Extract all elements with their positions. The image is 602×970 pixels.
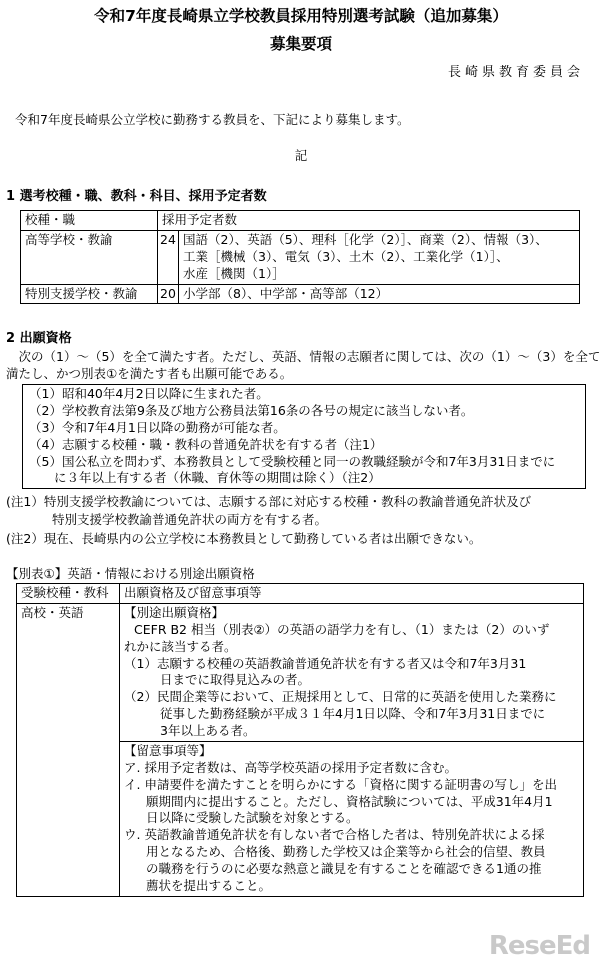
section2-heading: 2 出願資格 bbox=[6, 331, 72, 346]
watermark-logo: ReseEd bbox=[488, 930, 590, 961]
subjects-line: 工業［機械（3）、電気（3）、土木（2）、工業化学（1）］、 bbox=[183, 248, 509, 264]
header-cell: 出願資格及び留意事項等 bbox=[120, 584, 584, 604]
qualification-line: （1）志願する校種の英語教諭普通免許状を有する者又は令和7年3月31 bbox=[124, 655, 527, 671]
qualification-item: （5）国公私立を問わず、本務教員として受験校種と同一の教職経験が令和7年3月31日までに bbox=[29, 453, 556, 469]
header-cell: 校種・職 bbox=[21, 211, 158, 231]
qualification-cell bbox=[120, 603, 584, 741]
notes-line: イ. 申請要件を満たすことを明らかにする「資格に関する証明書の写し」を出 bbox=[124, 776, 557, 792]
note-2: (注2）現在、長崎県内の公立学校に本務教員として勤務している者は出願できない。 bbox=[6, 531, 482, 546]
notes-line: 用となるため、合格後、勤務した学校又は企業等から社会的信望、教員 bbox=[146, 844, 546, 860]
subjects-line: 水産［機関（1）］ bbox=[183, 265, 285, 281]
qualification-line: 従事した勤務経験が平成３１年4月1日以降、令和7年3月31日までに bbox=[160, 706, 546, 722]
table-header-row bbox=[21, 211, 580, 231]
school-cell: 高校・英語 bbox=[17, 603, 120, 896]
qualification-item: （2）学校教育法第9条及び地方公務員法第16条の各号の規定に該当しない者。 bbox=[29, 402, 474, 418]
qualification-line: 日までに取得見込みの者。 bbox=[160, 672, 311, 688]
subjects-line: 小学部（8）、中学部・高等部（12） bbox=[183, 285, 389, 301]
subjects-cell bbox=[179, 230, 580, 284]
notes-cell bbox=[120, 741, 584, 896]
qualification-line: CEFR B2 相当（別表②）の英語の語学力を有し、（1）または（2）のいず bbox=[134, 621, 550, 637]
section2-paragraph: 満たし、かつ別表①を満たす者も出願可能である。 bbox=[6, 366, 293, 381]
school-cell: 高等学校・教諭 bbox=[21, 230, 158, 284]
appendix-table bbox=[16, 583, 584, 897]
qualification-item: （4）志願する校種・職・教科の普通免許状を有する者（注1） bbox=[29, 436, 383, 452]
notes-line: 日以降に受験した試験を対象とする。 bbox=[146, 810, 359, 826]
page-subtitle: 募集要項 bbox=[269, 35, 332, 53]
section1-heading: 1 選考校種・職、教科・科目、採用予定者数 bbox=[6, 189, 267, 204]
note-1-continued: 特別支援学校教諭普通免許状の両方を有する者。 bbox=[52, 512, 328, 527]
notes-line: ア. 採用予定者数は、高等学校英語の採用予定者数に含む。 bbox=[124, 759, 457, 775]
note-1: (注1）特別支援学校教諭については、志願する部に対応する校種・教科の教諭普通免許状及び bbox=[6, 494, 532, 509]
table-header-row bbox=[17, 584, 584, 604]
qualification-line: 3年以上ある者。 bbox=[160, 723, 256, 738]
qualification-box bbox=[22, 384, 586, 489]
school-cell: 特別支援学校・教諭 bbox=[21, 284, 158, 304]
table-row bbox=[17, 603, 584, 741]
appendix-heading: 【別表①】英語・情報における別途出願資格 bbox=[6, 566, 255, 581]
header-cell: 受験校種・教科 bbox=[17, 584, 120, 604]
organization: 長崎県教育委員会 bbox=[447, 65, 584, 80]
qualification-title: 【別途出願資格】 bbox=[124, 604, 225, 620]
count-cell: 24 bbox=[158, 230, 179, 284]
qualification-line: （2）民間企業等において、正規採用として、日常的に英語を使用した業務に bbox=[124, 689, 557, 705]
table-row bbox=[21, 230, 580, 284]
notes-line: 薦状を提出すること。 bbox=[146, 877, 272, 893]
ki-heading: 記 bbox=[294, 148, 308, 163]
subjects-cell bbox=[179, 284, 580, 304]
notes-title: 【留意事項等】 bbox=[124, 742, 212, 758]
qualification-line: れかに該当する者。 bbox=[124, 638, 237, 654]
section2-paragraph: 次の（1）～（5）を全て満たす者。ただし、英語、情報の志願者に関しては、次の（1）～（3）を全て bbox=[6, 349, 601, 364]
page-title: 令和7年度長崎県立学校教員採用特別選考試験（追加募集） bbox=[94, 7, 508, 25]
qualification-item: （1）昭和40年4月2日以降に生まれた者。 bbox=[29, 386, 269, 401]
recruitment-table bbox=[20, 210, 580, 304]
qualification-item: に３年以上有する者（休職、育休等の期間は除く）（注2） bbox=[29, 470, 381, 486]
qualification-item: （3）令和7年4月1日以降の勤務が可能な者。 bbox=[29, 419, 286, 435]
count-cell: 20 bbox=[158, 284, 179, 304]
table-row bbox=[21, 284, 580, 304]
notes-line: 願期間内に提出すること。ただし、資格試験については、平成31年4月1 bbox=[146, 793, 553, 809]
header-cell: 採用予定者数 bbox=[158, 211, 580, 231]
notes-line: の職務を行うのに必要な熱意と識見を有することを確認できる1通の推 bbox=[146, 861, 542, 876]
subjects-line: 国語（2）、英語（5）、理科［化学（2）］、商業（2）、情報（3）、 bbox=[183, 231, 548, 247]
notes-line: ウ. 英語教諭普通免許状を有しない者で合格した者は、特別免許状による採 bbox=[124, 827, 545, 843]
intro-text: 令和7年度長崎県公立学校に勤務する教員を、下記により募集します。 bbox=[15, 112, 410, 127]
